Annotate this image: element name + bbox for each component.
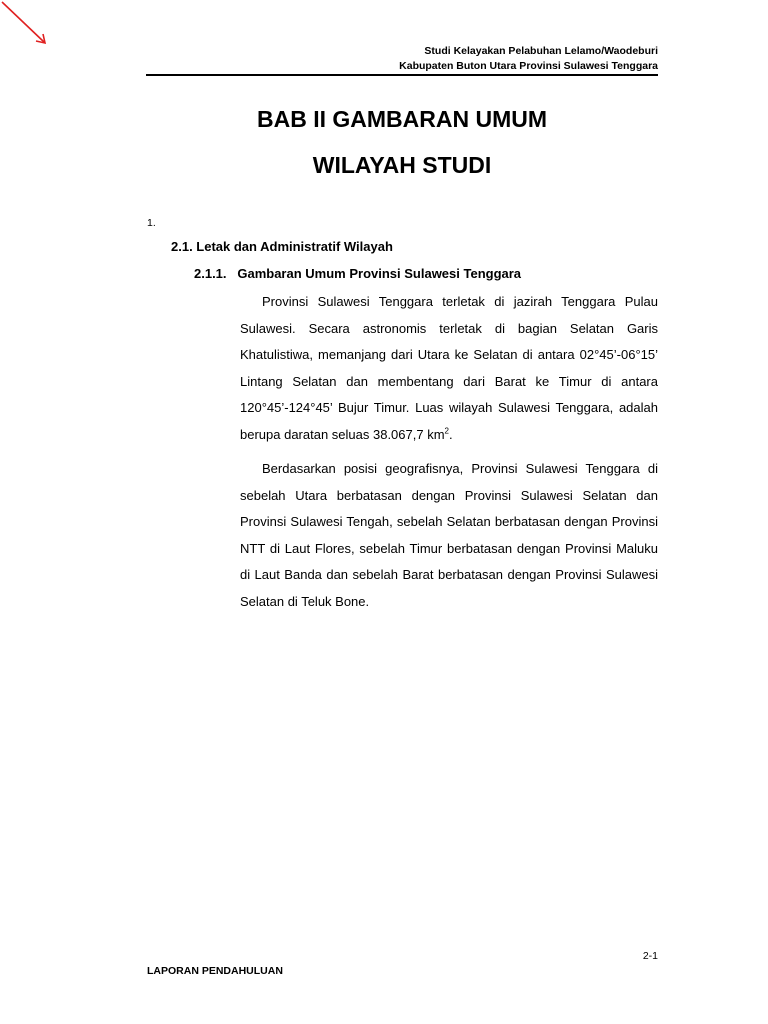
- section-heading: 2.1. Letak dan Administratif Wilayah: [171, 239, 393, 254]
- superscript-2: 2: [444, 426, 449, 436]
- paragraph-borders: Berdasarkan posisi geografisnya, Provinsi Sulawesi Tenggara di sebelah Utara berbatasan dengan Provinsi Sulawesi Selatan dan Provinsi Sulawesi Tengah, sebelah Selatan berbatasan dengan Provinsi NTT di Laut Flores, sebelah Timur berbatasan dengan Provinsi Maluku di Laut Banda dan sebelah Barat berbatasan dengan Provinsi Sulawesi Selatan di Teluk Bone.: [240, 461, 658, 609]
- subsection-heading: 2.1.1. Gambaran Umum Provinsi Sulawesi Tenggara: [194, 266, 522, 281]
- footer-label: LAPORAN PENDAHULUAN: [147, 965, 283, 977]
- paragraph-location-text: Provinsi Sulawesi Tenggara terletak di jazirah Tenggara Pulau Sulawesi. Secara astronomis terletak di bagian Selatan Garis Khatulistiwa, memanjang dari Utara ke Selatan di antara 02°45’-06°15’ Lintang Selatan dan membentang dari Barat ke Timur di antara 120°45’-124°45’ Bujur Timur. Luas wilayah Sulawesi Tenggara, adalah berupa daratan seluas 38.067,7 km: [240, 294, 658, 442]
- red-arrow-icon: [0, 0, 52, 48]
- header-rule: [146, 74, 658, 76]
- paragraph-location: [240, 289, 658, 449]
- page-number: 2-1: [642, 950, 658, 962]
- header-line-2: Kabupaten Buton Utara Provinsi Sulawesi Tenggara: [399, 60, 658, 72]
- header-line-1: Studi Kelayakan Pelabuhan Lelamo/Waodeburi: [424, 45, 658, 57]
- running-header: [146, 44, 658, 74]
- chapter-title-line-1: BAB II GAMBARAN UMUM: [256, 106, 548, 132]
- paragraph-location-end: .: [448, 426, 453, 442]
- list-number: 1.: [147, 217, 156, 229]
- chapter-title-line-2: WILAYAH STUDI: [312, 152, 492, 178]
